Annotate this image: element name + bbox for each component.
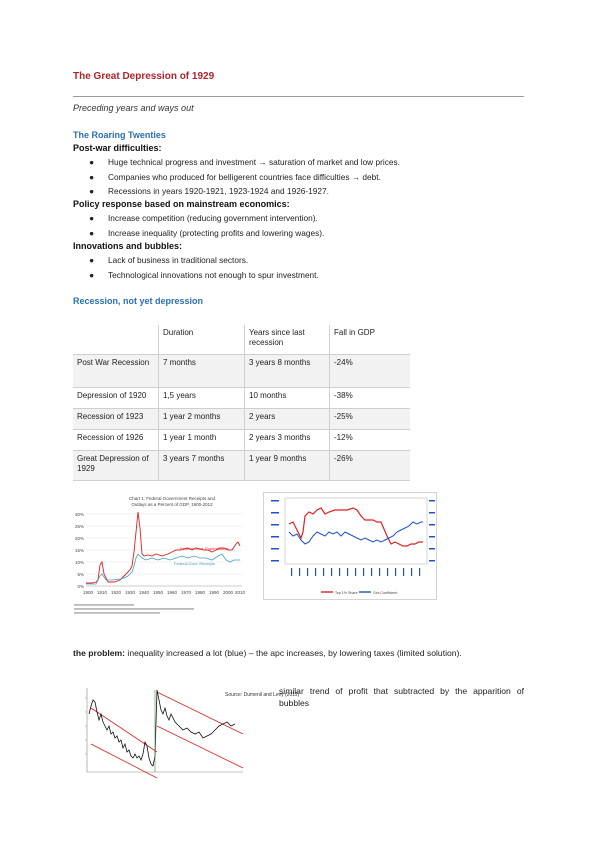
table-cell: 1 year 2 months — [159, 409, 245, 430]
table-cell: 10 months — [245, 388, 330, 409]
chart1-receipts-line — [86, 554, 240, 584]
chart2-legend-blue: Gini Coefficient — [373, 591, 398, 595]
chart1-xtick: 1920 — [110, 590, 122, 595]
chart-inequality — [263, 492, 437, 600]
list-item — [89, 157, 400, 167]
chart2-legend-red: Top 1% Share — [335, 591, 358, 595]
chart1-ytick: 15% — [74, 548, 84, 553]
chart1-xtick: 1980 — [194, 590, 206, 595]
chart1-xtick: 1970 — [180, 590, 192, 595]
problem-text: inequality increased a lot (blue) – the apc increases, by lowering taxes (limited solution). — [125, 648, 462, 658]
bullet-icon: ● — [89, 213, 95, 223]
heading-policy: Policy response based on mainstream economics: — [73, 199, 290, 209]
chart3-annotation: Source: Dumenil and Levy (2011) — [225, 692, 300, 698]
list-item-text: Lack of business in traditional sectors. — [108, 255, 249, 265]
chart1-outlays-label: Federal Govt. Expenditures — [180, 546, 229, 551]
list-item-text: Recessions in years 1920-1921, 1923-1924 and 1926-1927. — [108, 186, 329, 196]
list-item-text: Increase competition (reducing government intervention). — [108, 213, 318, 223]
section-heading-roaring-twenties: The Roaring Twenties — [73, 130, 166, 140]
table-cell: Great Depression of 1929 — [73, 451, 159, 481]
table-cell: Post War Recession — [73, 355, 159, 388]
chart1-ytick: 10% — [74, 560, 84, 565]
paragraph-problem — [73, 647, 524, 659]
chart3-yticks — [85, 698, 87, 754]
chart1-xtick: 1910 — [96, 590, 108, 595]
table-cell: 1 year 9 months — [245, 451, 330, 481]
list-item — [89, 255, 248, 265]
list-item — [89, 228, 324, 238]
recession-table — [73, 325, 410, 481]
page-title: The Great Depression of 1929 — [73, 71, 215, 82]
table-cell: -38% — [330, 388, 411, 409]
table-header-cell: Duration — [159, 325, 245, 355]
table-cell: 3 years 7 months — [159, 451, 245, 481]
table-cell: 3 years 8 months — [245, 355, 330, 388]
table-cell: -12% — [330, 430, 411, 451]
chart1-xtick: 2000 — [222, 590, 234, 595]
chart1-xtick: 1990 — [208, 590, 220, 595]
table-header-cell: Years since last recession — [245, 325, 330, 355]
bullet-icon: ● — [89, 270, 95, 280]
chart1-ytick: 25% — [74, 524, 84, 529]
chart1-xtick: 1930 — [124, 590, 136, 595]
chart1-title-line2: Outlays as a Percent of GDP, 1900-2012 — [131, 502, 213, 507]
section-heading-recession: Recession, not yet depression — [73, 296, 204, 306]
table-cell: Recession of 1926 — [73, 430, 159, 451]
table-row — [73, 430, 410, 451]
table-cell: 7 months — [159, 355, 245, 388]
bullet-icon: ● — [89, 228, 95, 238]
bullet-icon: ● — [89, 157, 95, 167]
list-item-text: Increase inequality (protecting profits and lowering wages). — [108, 228, 325, 238]
table-header-cell — [73, 325, 159, 355]
chart1-xtick: 1940 — [138, 590, 150, 595]
list-item — [89, 270, 319, 280]
chart1-xtick: 1950 — [152, 590, 164, 595]
heading-postwar: Post-war difficulties: — [73, 143, 162, 153]
table-row — [73, 451, 410, 481]
list-item — [89, 172, 381, 182]
chart1-ytick: 5% — [77, 572, 84, 577]
table-cell: -24% — [330, 355, 411, 388]
table-row — [73, 409, 410, 430]
chart1-footnote — [74, 604, 194, 614]
list-item-text: Huge technical progress and investment → saturation of market and low prices. — [108, 157, 400, 167]
table-header-row — [73, 325, 410, 355]
chart1-ytick: 20% — [74, 536, 84, 541]
table-cell: Recession of 1923 — [73, 409, 159, 430]
chart3-trend-lower-right — [157, 726, 243, 768]
table-header-cell: Fall in GDP — [334, 328, 375, 337]
title-divider — [73, 96, 524, 97]
chart1-receipts-label: Federal Govt. Receipts — [174, 561, 215, 566]
side-note: similar trend of profit that subtracted by the apparition of bubbles — [279, 686, 524, 708]
table-row — [73, 388, 410, 409]
chart1-xtick: 1900 — [82, 590, 94, 595]
heading-innovations: Innovations and bubbles: — [73, 241, 183, 251]
table-cell: Depression of 1920 — [73, 388, 159, 409]
list-item-text: Technological innovations not enough to spur investment. — [108, 270, 319, 280]
chart1-xtick: 1960 — [166, 590, 178, 595]
chart-federal-receipts-outlays — [72, 492, 248, 620]
list-item — [89, 186, 329, 196]
table-cell: 1,5 years — [159, 388, 245, 409]
table-cell: 2 years 3 months — [245, 430, 330, 451]
chart-profit-rate — [75, 684, 300, 784]
bullet-icon: ● — [89, 186, 95, 196]
chart1-ytick: 30% — [74, 512, 84, 517]
bullet-icon: ● — [89, 255, 95, 265]
table-row — [73, 355, 410, 388]
list-item — [89, 213, 318, 223]
chart3-trend-lower-left — [91, 744, 157, 778]
chart1-ytick: 0% — [77, 584, 84, 589]
table-cell: -25% — [330, 409, 411, 430]
problem-label: the problem: — [73, 648, 126, 658]
chart1-title-line1: Chart 1: Federal Government Receipts and — [128, 496, 216, 501]
list-item-text: Companies who produced for belligerent countries face difficulties → debt. — [108, 172, 381, 182]
bullet-icon: ● — [89, 172, 95, 182]
table-cell: 2 years — [245, 409, 330, 430]
page-subtitle: Preceding years and ways out — [73, 103, 194, 113]
chart1-xtick: 2010 — [234, 590, 246, 595]
table-cell: 1 year 1 month — [159, 430, 245, 451]
table-cell: -26% — [330, 451, 411, 481]
chart3-trend-upper-right — [157, 692, 243, 734]
